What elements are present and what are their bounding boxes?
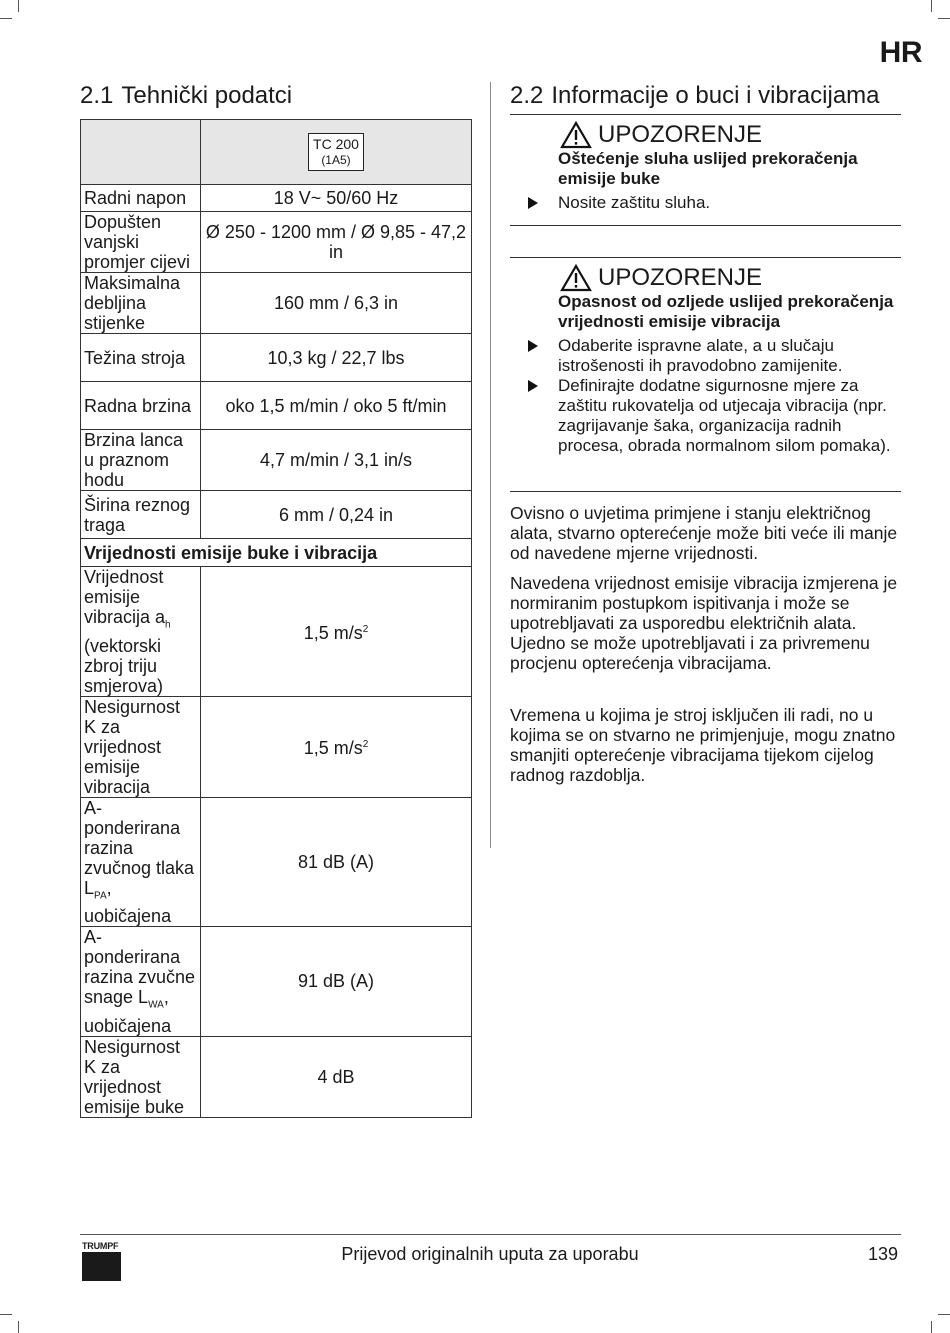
- row-label: Vrijednost emisije vibracija $a_h$ (vektorski zbroj triju smjerova): [81, 567, 201, 697]
- warning-subtitle: Oštećenje sluha uslijed prekoračenja emisije buke: [558, 149, 858, 188]
- crop-mark: [931, 1321, 932, 1333]
- warning-list: [510, 336, 901, 456]
- table-row: [81, 382, 472, 430]
- warning-list: [510, 193, 901, 213]
- table-header-row: [81, 120, 472, 185]
- table-row: [81, 430, 472, 491]
- table-row: [81, 567, 472, 697]
- list-item: Odaberite ispravne alate, a u slučaju istrošenosti ih pravodobno zamijenite.: [510, 336, 901, 376]
- footer-title: Prijevod originalnih uputa za uporabu: [341, 1244, 639, 1264]
- page-number: 139: [867, 1244, 898, 1264]
- row-value: 81 dB (A): [201, 797, 472, 927]
- table-row: [81, 273, 472, 334]
- language-code: HR: [879, 36, 922, 69]
- crop-mark: [938, 1314, 950, 1315]
- list-item: Definirajte dodatne sigurnosne mjere za zaštitu rukovatelja od utjecaja vibracija (npr. zagrijavanje šaka, organizacija radnih procesa, obrada normalnom silom pomaka).: [510, 376, 901, 456]
- table-row: [81, 185, 472, 212]
- row-label: Dopušten vanjski promjer cijevi: [81, 212, 201, 273]
- bullet-arrow-icon: [528, 380, 538, 392]
- row-value: 18 V~ 50/60 Hz: [201, 185, 472, 212]
- column-divider: [490, 82, 491, 848]
- section-number: 2.2: [510, 82, 544, 109]
- row-label: A-ponderirana razina zvučnog tlaka $L_{PA}$, uobičajena: [81, 797, 201, 927]
- header-empty-cell: [81, 120, 201, 185]
- section-title: Tehnički podatci: [121, 82, 293, 109]
- crop-mark: [0, 1314, 12, 1315]
- row-value: 1,5 $m/s^2$: [201, 696, 472, 797]
- crop-mark: [0, 18, 12, 19]
- table-row: [81, 212, 472, 273]
- row-value: 6 mm / 0,24 in: [201, 491, 472, 539]
- section-number: 2.1: [80, 82, 114, 109]
- header-model-cell: [201, 120, 472, 185]
- warning-triangle-icon: [560, 121, 592, 149]
- row-value: 160 mm / 6,3 in: [201, 273, 472, 334]
- row-value: 1,5 $m/s^2$: [201, 567, 472, 697]
- warning-title: UPOZORENJE: [510, 121, 901, 149]
- section-header: Vrijednosti emisije buke i vibracija: [81, 539, 472, 567]
- row-label: Nesigurnost K za vrijednost emisije buke: [81, 1036, 201, 1117]
- list-item: Nosite zaštitu sluha.: [510, 193, 901, 213]
- table-row: [81, 696, 472, 797]
- row-value: Ø 250 - 1200 mm / Ø 9,85 - 47,2 in: [201, 212, 472, 273]
- section-2-2-heading: [510, 82, 880, 110]
- row-value: 91 dB (A): [201, 927, 472, 1037]
- row-label: Radna brzina: [81, 382, 201, 430]
- technical-data-table: [80, 119, 472, 1118]
- warning-bottom-rule: [510, 491, 901, 492]
- warning-top-rule: [510, 257, 901, 258]
- crop-mark: [18, 1321, 19, 1333]
- body-paragraph: Navedena vrijednost emisije vibracija izmjerena je normiranim postupkom ispitivanja i može se upotrebljavati za usporedbu električnih alata. Ujedno se može upotrebljavati i za privremenu procjenu opterećenja vibracijama.: [510, 573, 898, 673]
- row-value: 4,7 m/min / 3,1 in/s: [201, 430, 472, 491]
- table-row: [81, 491, 472, 539]
- footer-rule: [80, 1234, 901, 1235]
- bullet-arrow-icon: [528, 197, 538, 209]
- row-value: 10,3 kg / 22,7 lbs: [201, 334, 472, 382]
- table-row: [81, 927, 472, 1037]
- warning-block: [510, 121, 901, 213]
- row-value: oko 1,5 m/min / oko 5 ft/min: [201, 382, 472, 430]
- table-row: [81, 334, 472, 382]
- model-name: TC 200: [313, 136, 359, 152]
- crop-mark: [18, 0, 19, 12]
- warning-top-rule: [510, 114, 901, 115]
- warning-subtitle: Opasnost od ozljede uslijed prekoračenja vrijednosti emisije vibracija: [558, 292, 894, 331]
- section-2-1-heading: [80, 82, 292, 110]
- section-title: Informacije o buci i vibracijama: [551, 82, 880, 109]
- model-box: [308, 133, 364, 171]
- row-label: Maksimalna debljina stijenke: [81, 273, 201, 334]
- row-label: A-ponderirana razina zvučne snage $L_{WA}$, uobičajena: [81, 927, 201, 1037]
- table-row: [81, 797, 472, 927]
- body-paragraph: Ovisno o uvjetima primjene i stanju električnog alata, stvarno opterećenje može biti veće ili manje od navedene mjerne vrijednosti.: [510, 503, 898, 563]
- table-row: [81, 1036, 472, 1117]
- warning-bottom-rule: [510, 225, 901, 226]
- row-label: Težina stroja: [81, 334, 201, 382]
- row-value: 4 dB: [201, 1036, 472, 1117]
- row-label: Radni napon: [81, 185, 201, 212]
- row-label: Nesigurnost K za vrijednost emisije vibracija: [81, 696, 201, 797]
- warning-title: UPOZORENJE: [510, 264, 901, 292]
- warning-block: [510, 264, 901, 456]
- body-paragraph: Vremena u kojima je stroj isključen ili radi, no u kojima se on stvarno ne primjenjuje, mogu znatno smanjiti opterećenje vibracijama tijekom cijelog radnog razdoblja.: [510, 705, 896, 785]
- crop-mark: [931, 0, 932, 12]
- warning-triangle-icon: [560, 264, 592, 292]
- bullet-arrow-icon: [528, 340, 538, 352]
- brand-logo-text: TRUMPF: [82, 1241, 119, 1251]
- row-label: Širina reznog traga: [81, 491, 201, 539]
- row-label: Brzina lanca u praznom hodu: [81, 430, 201, 491]
- crop-mark: [938, 18, 950, 19]
- section-header-row: [81, 539, 472, 567]
- model-code: (1A5): [321, 153, 351, 167]
